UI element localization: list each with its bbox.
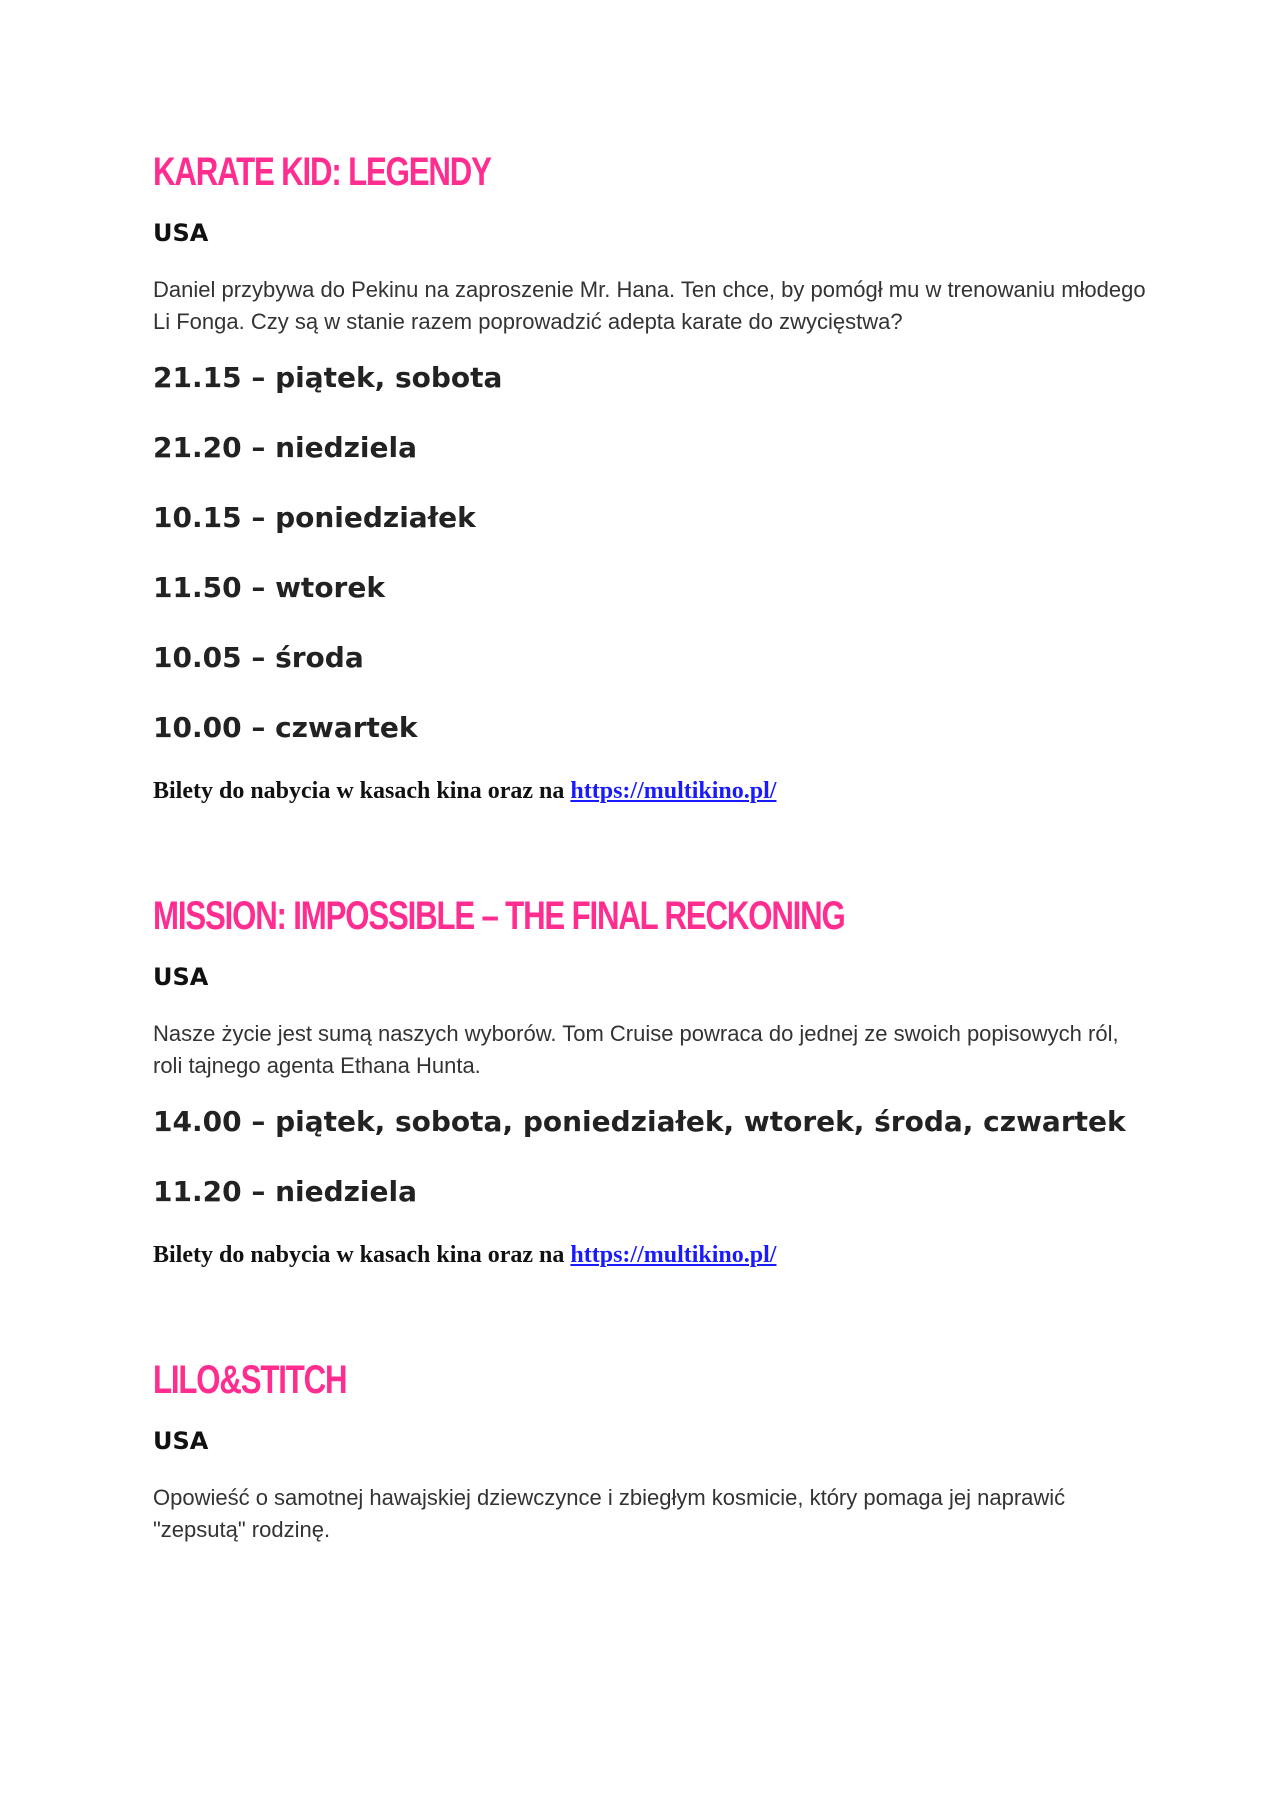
tickets-text: Bilety do nabycia w kasach kina oraz na [153,778,571,804]
showtimes-list [153,1104,1153,1210]
movie-description: Nasze życie jest sumą naszych wyborów. Tom Cruise powraca do jednej ze swoich popisowych ról, roli tajnego agenta Ethana Hunta. [153,1021,1119,1078]
movie-title: MISSION: IMPOSSIBLE – THE FINAL RECKONING [153,894,845,938]
showtime: 11.50 – wtorek [153,571,385,604]
movie-title: KARATE KID: LEGENDY [153,150,491,194]
movie-description: Opowieść o samotnej hawajskiej dziewczynce i zbiegłym kosmicie, który pomaga jej naprawić "zepsutą" rodzinę. [153,1485,1066,1542]
showtime: 21.20 – niedziela [153,431,418,464]
movie-lilo-stitch [153,1358,1153,1546]
section-spacer [153,1270,1153,1358]
tickets-info [153,776,1153,806]
showtime: 10.00 – czwartek [153,711,418,744]
section-spacer [153,806,1153,894]
showtime: 10.15 – poniedziałek [153,501,476,534]
movie-country: USA [153,963,209,991]
movie-description: Daniel przybywa do Pekinu na zaproszenie Mr. Hana. Ten chce, by pomógł mu w trenowaniu młodego Li Fonga. Czy są w stanie razem poprowadzić adepta karate do zwycięstwa? [153,277,1146,334]
movie-country: USA [153,219,209,247]
multikino-link[interactable]: https://multikino.pl/ [570,778,777,804]
showtime: 14.00 – piątek, sobota, poniedziałek, wtorek, środa, czwartek [153,1105,1126,1138]
showtimes-list [153,360,1153,746]
multikino-link[interactable]: https://multikino.pl/ [570,1242,777,1268]
showtime: 21.15 – piątek, sobota [153,361,503,394]
movie-title: LILO&STITCH [153,1358,347,1402]
movie-karate-kid [153,150,1153,806]
movie-mission-impossible [153,894,1153,1270]
document-page [153,150,1153,1546]
tickets-info [153,1240,1153,1270]
showtime: 10.05 – środa [153,641,364,674]
tickets-text: Bilety do nabycia w kasach kina oraz na [153,1242,571,1268]
movie-country: USA [153,1427,209,1455]
showtime: 11.20 – niedziela [153,1175,418,1208]
